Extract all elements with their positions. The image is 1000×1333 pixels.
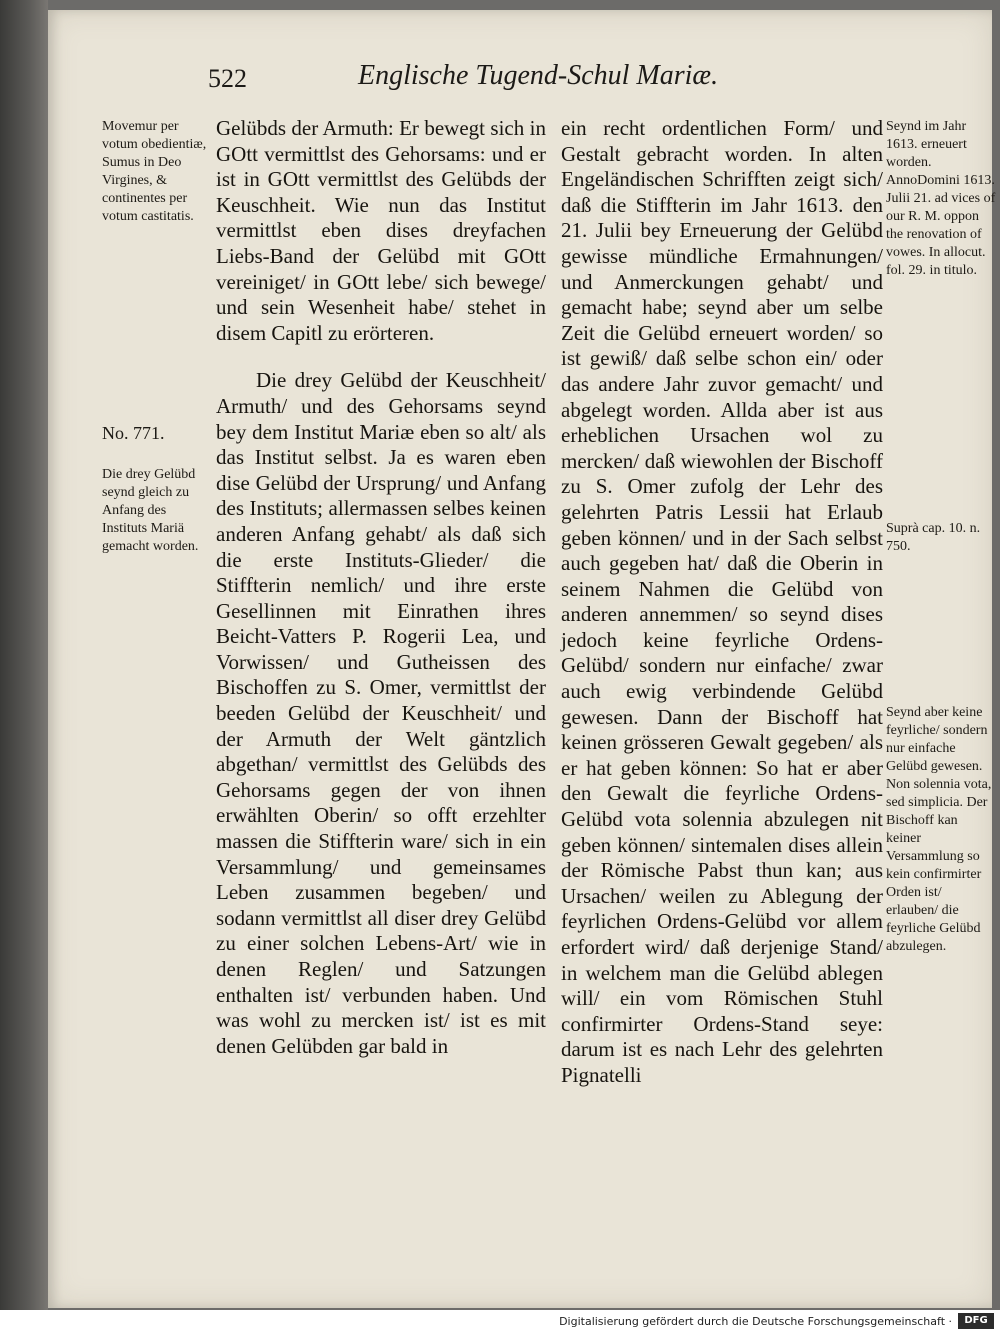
text-column-right [561, 116, 883, 1089]
digitization-footer [0, 1310, 1000, 1333]
adjacent-page-edge [0, 0, 48, 1333]
margin-note-right-reference: Suprà cap. 10. n. 750. [886, 521, 981, 554]
text-column-left [216, 116, 546, 1059]
funding-credit: Digitalisierung gefördert durch die Deutsche Forschungsgemeinschaft · [559, 1315, 952, 1328]
paragraph: Die drey Gelübd der Keuschheit/ Armuth/ und des Gehorsams seynd bey dem Institut Mariæ eben so alt/ als das Institut selbst. Ja es waren eben dise Gelübd der Ursprung/ und Anfang des Instituts; allermassen selbes keinen anderen Anfang gehabt/ als daß sich die erste Instituts-Glieder/ die Stiffterin nemlich/ und ihre erste Gesellinnen mit Einrathen ihres Beicht-Vatters P. Rogerii Lea, und Vorwissen/ und Gutheissen des Bischoffen zu S. Omer, vermittlst der beeden Gelübd der Keuschheit/ und der Armuth der Welt gäntzlich abgethan/ vermittlst des Gelübds des Gehorsams gegen der von ihnen erwählten Oberin/ so offt erzehlter massen die Stiffterin ware/ sich in ein Versammlung/ und gemeinsames Leben zusammen begeben/ und sodann vermittlst all diser drey Gelübd zu einer solchen Lebens-Art/ wie in denen Reglen/ und Satzungen enthalten ist/ verbunden haben. Und was wohl zu mercken ist/ ist es mit denen Gelübden gar bald in [216, 368, 546, 1058]
running-title: Englische Tugend-Schul Mariæ. [358, 60, 719, 91]
margin-note-left-latin: Movemur per votum obedientiæ, Sumus in Deo Virgines, & continentes per votum castitatis. [102, 119, 207, 224]
dfg-logo: DFG [958, 1313, 994, 1329]
margin-note-left-summary: Die drey Gelübd seynd gleich zu Anfang des Instituts Mariä gemacht worden. [102, 467, 199, 554]
page-number: 522 [208, 64, 247, 93]
paragraph: ein recht ordentlichen Form/ und Gestalt gebracht worden. In alten Engeländischen Schrifften zeigt sich/ daß die Stiffterin im Jahr 1613. den 21. Julii bey Erneuerung der Gelübd gewisse mündliche Ermahnungen/ und Anmerckungen gehabt/ und gemacht habe; seynd aber um selbe Zeit die Gelübd erneuert worden/ so ist gewiß/ daß selbe schon ein/ oder das andere Jahr zuvor gemacht/ und abgelegt worden. Allda aber ist aus erheblichen Ursachen wol zu mercken/ daß wiewohlen der Bischoff zu S. Omer zufolg der Lehr des gelehrten Patris Lessii hat Erlaub geben können/ und in der Sach selbst auch gegeben hat/ daß die Oberin in seinem Nahmen die Gelübd von anderen annemmen/ so seynd dises jedoch keine feyrliche Ordens-Gelübd/ sondern nur einfache/ zwar auch ewig verbindende Gelübd gewesen. Dann der Bischoff hat keinen grösseren Gewalt gegeben/ als er hat geben können: So hat er aber den Gewalt die feyrliche Ordens-Gelübd vota solennia abzulegen nit geben können/ sintemalen dises allein der Römische Pabst thun kan; aus Ursachen/ weilen zu Ablegung der feyrlichen Ordens-Gelübd vor allem erfordert wird/ daß derjenige Stand/ in welchem man die Gelübd ablegen will/ ein vom Römischen Stuhl confirmirter Ordens-Stand seye: darum ist es nach Lehr des gelehrten Pignatelli [561, 116, 883, 1087]
paragraph: Gelübds der Armuth: Er bewegt sich in GOtt vermittlst des Gehorsams: und er ist in GOtt vermittlst des Gelübds der Keuschheit. Wie nun das Institut vermittlst eben dises dreyfachen Liebs-Band der Gelübd mit GOtt vereiniget/ in GOtt lebe/ sich bewege/ und sein Wesenheit habe/ stehet in disem Capitl zu erörteren. [216, 116, 546, 345]
page-header [208, 60, 928, 100]
margin-note-number: No. 771. [102, 423, 165, 443]
margin-note-right-renewal: Seynd im Jahr 1613. erneuert worden. AnnoDomini 1613. Julii 21. ad vices of our R. M. oppon the renovation of vowes. In allocut. fol. 29. in titulo. [886, 119, 996, 278]
book-page [48, 10, 996, 1308]
margin-note-right-vows: Seynd aber keine feyrliche/ sondern nur einfache Gelübd gewesen. Non solennia vota, sed simplicia. Der Bischoff kan keiner Versammlung so kein confirmirter Orden ist/ erlauben/ die feyrliche Gelübd abzulegen. [886, 705, 992, 954]
